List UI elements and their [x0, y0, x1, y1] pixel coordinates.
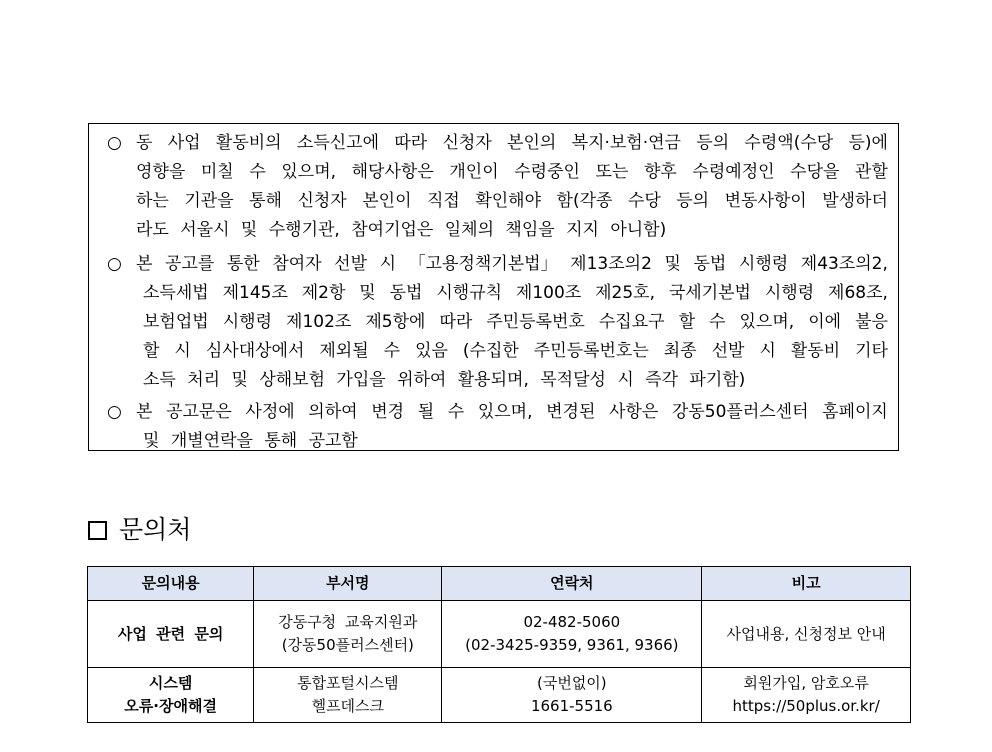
department-cell	[254, 668, 442, 723]
notice-word: 수령중인	[514, 162, 580, 182]
notice-word: 있으며,	[739, 312, 795, 332]
notice-word: 「고용정책기본법」	[408, 254, 558, 274]
table-row	[88, 668, 911, 723]
notice-word: 강동50플러스센터	[671, 402, 809, 422]
department-line: 통합포털시스템	[297, 674, 399, 692]
notice-word: 공고문은	[166, 402, 232, 422]
notice-box	[88, 123, 899, 451]
notice-word: 시	[759, 341, 776, 361]
notice-word: 제5항에	[365, 312, 426, 332]
section-title: 문의처	[119, 515, 192, 544]
contact-cell	[442, 668, 702, 723]
circle-bullet-icon: ○	[107, 133, 122, 153]
header-inquiry: 문의내용	[88, 567, 254, 601]
notice-word: 소득세법	[143, 283, 209, 303]
notice-word: 제145조	[222, 283, 288, 303]
notice-line	[143, 308, 888, 336]
notice-word: 신청자	[442, 133, 492, 153]
phone-number: 1661-5516	[530, 697, 613, 715]
notice-word: 및	[664, 254, 681, 274]
notice-word: 최종	[663, 341, 697, 361]
notice-word: 동법	[389, 283, 423, 303]
notice-word: 있으며,	[281, 162, 337, 182]
notice-word: 사정에	[245, 402, 295, 422]
notice-word: 제43조의2,	[800, 254, 888, 274]
notice-word: 주민등록번호는	[533, 341, 649, 361]
notice-word: 변동사항이	[724, 191, 807, 211]
notice-word: 및	[359, 283, 376, 303]
note-line: 회원가입, 암호오류	[743, 674, 869, 692]
notice-word: 복지·보험·연금	[571, 133, 681, 153]
inquiry-line: 시스템	[148, 674, 193, 692]
notice-word: 통한	[226, 254, 260, 274]
notice-word: 또는	[595, 162, 629, 182]
notice-word: 소득 처리 및 상해보험 가입을 위하여 활용되며, 목적달성 시 즉각 파기함)	[143, 370, 746, 390]
contact-table	[87, 566, 911, 723]
notice-word: 시행령	[222, 312, 272, 332]
notice-word: 본	[136, 402, 153, 422]
notice-word: 사항은	[609, 402, 659, 422]
notice-word: 있으며,	[477, 402, 533, 422]
notice-word: 할	[678, 312, 696, 332]
notice-word: 사업	[167, 133, 201, 153]
notice-word: 기관을	[184, 191, 234, 211]
phone-number: (02-3425-9359, 9361, 9366)	[465, 636, 679, 654]
phone-number: 02-482-5060	[523, 613, 621, 631]
inquiry-cell	[88, 668, 254, 723]
notice-word: 수령예정인	[692, 162, 775, 182]
department-line: 헬프데스크	[311, 697, 385, 715]
notice-word: 변경된	[546, 402, 596, 422]
note-cell	[702, 601, 911, 668]
header-department: 부서명	[254, 567, 442, 601]
notice-word: 홈페이지	[822, 402, 888, 422]
notice-word: 수	[447, 402, 465, 422]
notice-word: 미칠	[200, 162, 234, 182]
notice-word: 제외될	[319, 341, 369, 361]
notice-word: 수	[383, 341, 401, 361]
contact-line: (국번없이)	[536, 674, 607, 692]
contact-cell	[442, 601, 702, 668]
notice-line	[136, 250, 888, 278]
notice-word: 확인해야	[475, 191, 542, 211]
notice-word: 해당사항은	[351, 162, 434, 182]
note-line: 사업내용, 신청정보 안내	[726, 624, 886, 643]
notice-word: 이에	[808, 312, 842, 332]
notice-word: 본	[136, 254, 153, 274]
notice-line	[143, 427, 888, 455]
notice-line	[143, 337, 888, 365]
section-heading	[88, 510, 191, 550]
notice-word: 할	[143, 341, 160, 361]
notice-word: 심사대상에서	[205, 341, 305, 361]
notice-word: 제100조	[515, 283, 582, 303]
notice-word: 따라	[439, 312, 473, 332]
department-cell	[254, 601, 442, 668]
notice-word: 있음	[415, 341, 448, 361]
notice-word: 참여자	[272, 254, 322, 274]
notice-word: 수당을	[790, 162, 840, 182]
inquiry-line: 오류·장애해결	[124, 697, 217, 715]
square-checkbox-icon	[88, 521, 107, 540]
notice-word: 제25호,	[595, 283, 655, 303]
notice-word: 본인의	[507, 133, 557, 153]
header-contact: 연락처	[442, 567, 702, 601]
notice-word: 수집요구	[598, 312, 665, 332]
notice-word: 발생하더	[822, 191, 888, 211]
notice-word: 수	[249, 162, 266, 182]
website-link[interactable]: https://50plus.or.kr/	[732, 697, 880, 715]
inquiry-cell: 사업 관련 문의	[88, 601, 254, 668]
circle-bullet-icon: ○	[107, 402, 122, 422]
notice-word: 영향을	[136, 162, 186, 182]
table-header-row	[88, 567, 911, 601]
notice-word: 제13조의2	[570, 254, 652, 274]
department-line: (강동50플러스센터)	[281, 636, 414, 654]
notice-word: 보험업법	[143, 312, 209, 332]
notice-word: 시행규칙	[436, 283, 503, 303]
notice-word: 개인이	[449, 162, 499, 182]
notice-word: 국세기본법	[668, 283, 751, 303]
notice-line	[136, 398, 888, 426]
notice-word: 향후	[643, 162, 677, 182]
notice-word: 시행령	[738, 254, 789, 274]
notice-word: 제102조	[286, 312, 352, 332]
notice-word: 공고를	[165, 254, 215, 274]
notice-word: 등의	[676, 191, 710, 211]
notice-word: 시	[174, 341, 191, 361]
notice-word: 직접	[426, 191, 460, 211]
notice-line	[136, 187, 888, 215]
notice-word: 소득신고에	[296, 133, 380, 153]
notice-word: 기타	[855, 341, 888, 361]
notice-word: 라도 서울시 및 수행기관, 참여기업은 일체의 책임을 지지 아니함)	[136, 220, 667, 240]
notice-word: 수령액(수당	[744, 133, 834, 153]
notice-word: 선발	[711, 341, 745, 361]
notice-word: 선발	[334, 254, 368, 274]
table-row	[88, 601, 911, 668]
notice-word: 제68조,	[828, 283, 888, 303]
notice-word: 따라	[394, 133, 428, 153]
notice-line	[143, 366, 888, 394]
notice-word: 변경	[371, 402, 405, 422]
notice-word: 동	[136, 133, 153, 153]
notice-word: 함(각종	[556, 191, 613, 211]
notice-word: 통해	[249, 191, 282, 211]
notice-line	[136, 216, 888, 244]
notice-line	[143, 279, 888, 307]
notice-word: 시행령	[764, 283, 815, 303]
note-cell	[702, 668, 911, 723]
notice-word: 시	[379, 254, 397, 274]
notice-word: 수당	[627, 191, 661, 211]
notice-word: 본인이	[362, 191, 412, 211]
notice-word: 의하여	[308, 402, 358, 422]
notice-word: (수집한	[462, 341, 519, 361]
notice-word: 주민등록번호	[486, 312, 585, 332]
notice-word: 불응	[855, 312, 888, 332]
notice-line	[136, 158, 888, 186]
notice-word: 및 개별연락을 통해 공고함	[143, 431, 358, 451]
notice-word: 등의	[696, 133, 730, 153]
header-note: 비고	[702, 567, 911, 601]
circle-bullet-icon: ○	[107, 254, 122, 274]
notice-word: 하는	[136, 191, 169, 211]
notice-word: 신청자	[297, 191, 347, 211]
notice-line	[136, 129, 888, 157]
department-line: 강동구청 교육지원과	[278, 613, 418, 631]
notice-word: 동법	[693, 254, 727, 274]
notice-word: 활동비의	[215, 133, 282, 153]
notice-word: 관할	[855, 162, 888, 182]
notice-word: 될	[417, 402, 435, 422]
notice-word: 수	[709, 312, 726, 332]
notice-word: 등)에	[848, 133, 888, 153]
notice-word: 활동비	[790, 341, 841, 361]
notice-word: 제2항	[301, 283, 346, 303]
